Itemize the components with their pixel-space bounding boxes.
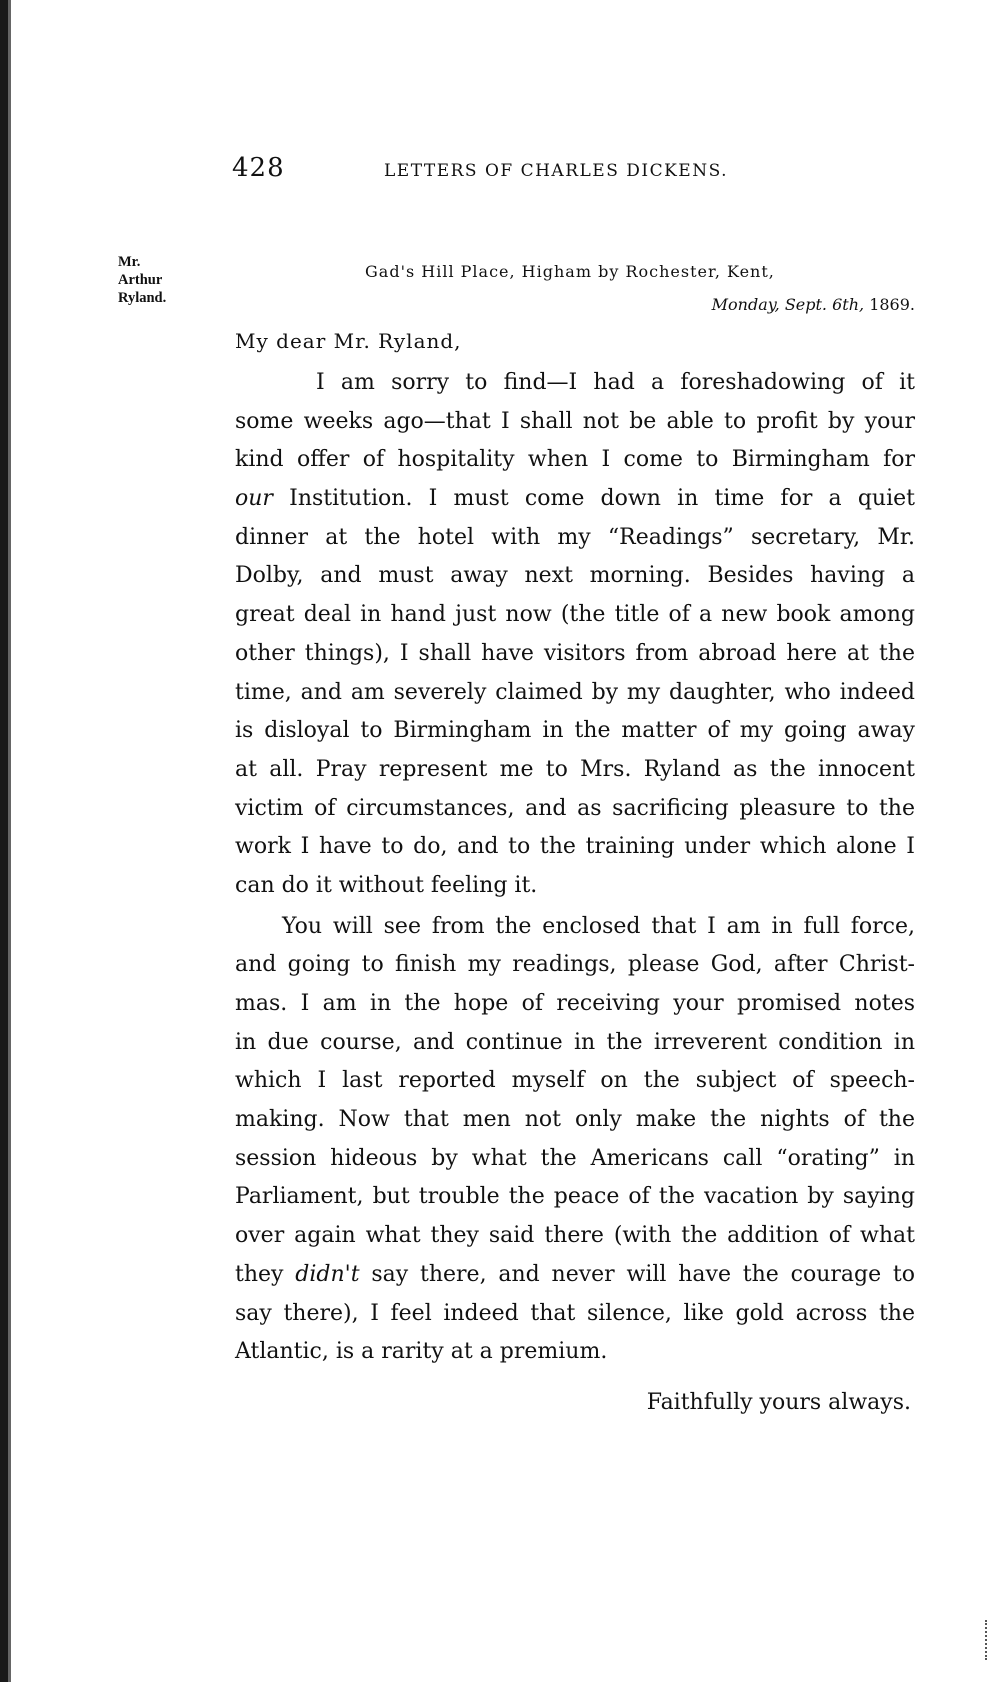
paragraph-line: I am sorry to find—I had a foreshadowing of it — [316, 370, 915, 395]
paragraph-line-prefix: they — [235, 1261, 284, 1287]
paragraph-line: dinner at the hotel with my “Readings” secretary, Mr. — [235, 524, 915, 550]
paragraph-line: kind offer of hospitality when I come to Birmingham for — [235, 447, 915, 473]
paragraph-line: and going to finish my readings, please God, after Christ- — [235, 952, 915, 978]
sidenote-line: Mr. — [118, 254, 141, 270]
paragraph-line: is disloyal to Birmingham in the matter of my going away — [235, 718, 915, 744]
page-number: 428 — [232, 153, 285, 183]
letter-signoff: Faithfully yours always. — [646, 1390, 911, 1415]
letter-address: Gad's Hill Place, Higham by Rochester, Kent, — [365, 262, 775, 281]
italic-word: didn't — [295, 1261, 360, 1287]
letter-date-year: 1869. — [869, 295, 915, 314]
sidenote-line: Ryland. — [118, 290, 167, 306]
paragraph-line: great deal in hand just now (the title of a new book among — [235, 602, 915, 628]
book-spine-edge — [0, 0, 8, 1682]
paragraph-line: other things), I shall have visitors from abroad here at the — [235, 640, 915, 666]
paragraph-line: say there), I feel indeed that silence, like gold across the — [235, 1300, 915, 1326]
letter-salutation: My dear Mr. Ryland, — [235, 329, 462, 353]
paragraph-line: Atlantic, is a rarity at a premium. — [235, 1339, 608, 1365]
paragraph-line: at all. Pray represent me to Mrs. Ryland as the innocent — [235, 756, 915, 782]
paragraph-line — [235, 1256, 915, 1295]
paragraph-line: time, and am severely claimed by my daughter, who indeed — [235, 679, 915, 705]
paragraph-line: work I have to do, and to the training under which alone I — [235, 834, 915, 860]
paragraph-line: making. Now that men not only make the nights of the — [235, 1107, 915, 1133]
paragraph-line: session hideous by what the Americans call “orating” in — [235, 1145, 915, 1171]
paragraph-line: victim of circumstances, and as sacrificing pleasure to the — [235, 795, 915, 821]
paragraph-line: Parliament, but trouble the peace of the vacation by saying — [235, 1184, 915, 1210]
sidenote-line: Arthur — [118, 272, 163, 288]
letter-dateline — [712, 295, 915, 314]
book-spine-shadow — [8, 0, 11, 1682]
margin-sidenote — [118, 253, 166, 307]
paragraph-line: can do it without feeling it. — [235, 872, 538, 898]
page-edge-mark — [985, 1620, 995, 1660]
letter-body — [235, 364, 915, 1372]
italic-word: our — [235, 486, 273, 512]
paragraph-line — [235, 480, 915, 519]
paragraph-line: You will see from the enclosed that I am in full force, — [282, 913, 915, 939]
paragraph-line: which I last reported myself on the subject of speech- — [235, 1068, 915, 1094]
paragraph-line-text: say there, and never will have the courage to — [371, 1261, 915, 1287]
paragraph-line: mas. I am in the hope of receiving your promised notes — [235, 991, 915, 1016]
paragraph-line: in due course, and continue in the irreverent condition in — [235, 1029, 915, 1055]
paragraph-line: some weeks ago—that I shall not be able to profit by your — [235, 408, 915, 434]
paragraph-line: over again what they said there (with the addition of what — [235, 1223, 915, 1249]
running-title: LETTERS OF CHARLES DICKENS. — [384, 161, 729, 181]
paragraph-line: Dolby, and must away next morning. Besides having a — [235, 563, 915, 589]
paragraph-line-text: Institution. I must come down in time for a quiet — [289, 486, 915, 512]
letter-date-day: Monday, Sept. 6th, — [711, 295, 865, 314]
running-head — [232, 153, 792, 189]
